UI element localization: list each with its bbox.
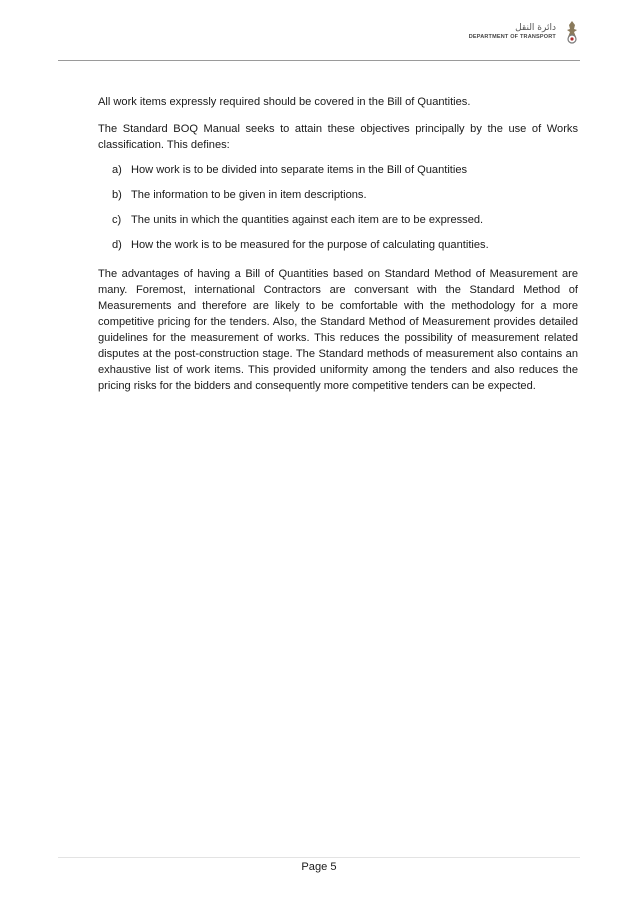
list-item: [98, 237, 578, 253]
logo-text: [469, 24, 556, 41]
paragraph-manual-objectives: The Standard BOQ Manual seeks to attain these objectives principally by the use of Works classification. This defines:: [98, 123, 578, 151]
list-item-text: How work is to be divided into separate items in the Bill of Quantities: [131, 164, 468, 176]
list-item-text: How the work is to be measured for the purpose of calculating quantities.: [131, 239, 489, 251]
list-item-text: The information to be given in item descriptions.: [131, 189, 367, 201]
department-logo: [469, 20, 582, 44]
page-number: Page 5: [301, 861, 337, 873]
falcon-emblem-icon: [562, 20, 582, 44]
paragraph-boq-coverage: All work items expressly required should be covered in the Bill of Quantities.: [98, 96, 471, 108]
list-item-text: The units in which the quantities against each item are to be expressed.: [131, 214, 484, 226]
footer-divider: [58, 857, 580, 858]
definitions-list: [98, 162, 578, 253]
list-marker: d): [112, 239, 122, 251]
list-marker: a): [112, 164, 122, 176]
list-item: [98, 187, 578, 203]
page-body: [98, 94, 578, 394]
page-header: [0, 0, 638, 64]
list-item: [98, 162, 578, 178]
list-marker: b): [112, 189, 122, 201]
header-divider: [58, 60, 580, 61]
logo-arabic-text: دائرة النقل: [515, 22, 556, 33]
paragraph-smm-advantages: The advantages of having a Bill of Quantities based on Standard Method of Measurement are many. Foremost, international Contractors are conversant with the Standard Method of Measurements and therefore are likely to be comfortable with the methodology for a more competitive pricing for the tenders. Also, the Standard Method of Measurement provides detailed guidelines for the measurement of works. This reduces the possibility of measurement related disputes at the post-construction stage. The Standard methods of measurement also contains an exhaustive list of work items. This provided uniformity among the tenders and also reduces the pricing risks for the bidders and consequently more competitive tenders can be expected.: [98, 268, 578, 392]
logo-english-text: DEPARTMENT OF TRANSPORT: [468, 33, 556, 40]
list-item: [98, 212, 578, 228]
list-marker: c): [112, 214, 122, 226]
